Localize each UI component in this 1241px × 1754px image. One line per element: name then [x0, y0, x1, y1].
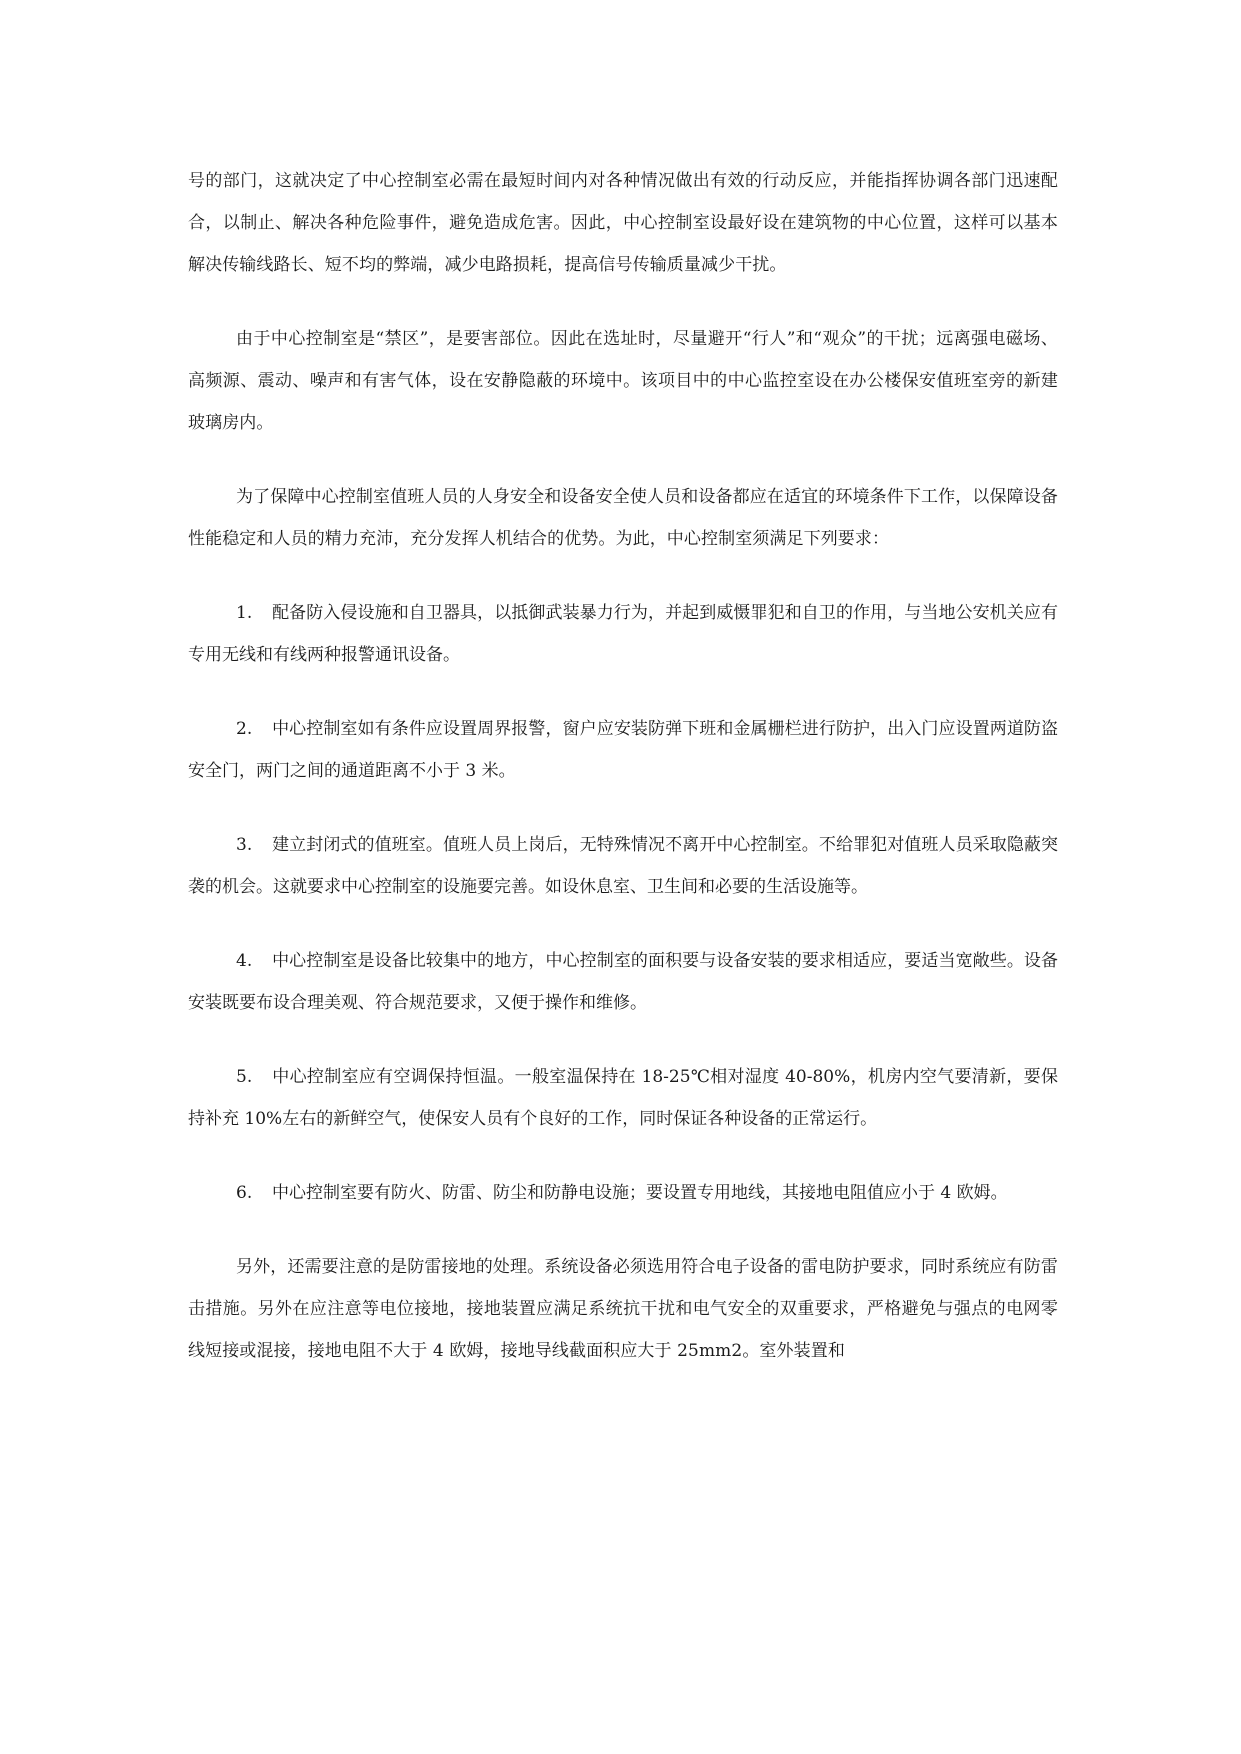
- list-item: [188, 1056, 1058, 1140]
- paragraph-requirements-intro: 为了保障中心控制室值班人员的人身安全和设备安全使人员和设备都应在适宜的环境条件下工作，以保障设备性能稳定和人员的精力充沛，充分发挥人机结合的优势。为此，中心控制室须满足下列要求：: [188, 487, 1058, 549]
- list-item: [188, 824, 1058, 908]
- list-item-text: 中心控制室要有防火、防雷、防尘和防静电设施；要设置专用地线，其接地电阻值应小于 4 欧姆。: [272, 1183, 1008, 1203]
- list-item-number: 6.: [236, 1183, 253, 1203]
- paragraph-location: 由于中心控制室是“禁区”，是要害部位。因此在选址时，尽量避开“行人”和“观众”的干扰；远离强电磁场、高频源、震动、噪声和有害气体，设在安静隐蔽的环境中。该项目中的中心监控室设在办公楼保安值班室旁的新建玻璃房内。: [188, 329, 1058, 433]
- list-item-number: 1.: [236, 603, 253, 623]
- document-body: [188, 160, 1058, 1404]
- list-item: [188, 592, 1058, 676]
- list-item-text: 中心控制室如有条件应设置周界报警，窗户应安装防弹下班和金属栅栏进行防护，出入门应设置两道防盗安全门，两门之间的通道距离不小于 3 米。: [188, 719, 1058, 781]
- list-item-number: 3.: [236, 835, 253, 855]
- list-item: [188, 1172, 1058, 1214]
- list-item-number: 5.: [236, 1067, 253, 1087]
- list-item: [188, 708, 1058, 792]
- list-item-number: 4.: [236, 951, 253, 971]
- list-item-text: 中心控制室应有空调保持恒温。一般室温保持在 18-25℃相对湿度 40-80%，机房内空气要清新，要保持补充 10%左右的新鲜空气，使保安人员有个良好的工作，同时保证各种设备的正常运行。: [188, 1067, 1058, 1129]
- list-item-text: 建立封闭式的值班室。值班人员上岗后，无特殊情况不离开中心控制室。不给罪犯对值班人员采取隐蔽突袭的机会。这就要求中心控制室的设施要完善。如设休息室、卫生间和必要的生活设施等。: [188, 835, 1058, 897]
- list-item-text: 中心控制室是设备比较集中的地方，中心控制室的面积要与设备安装的要求相适应，要适当宽敞些。设备安装既要布设合理美观、符合规范要求，又便于操作和维修。: [188, 951, 1058, 1013]
- list-item: [188, 940, 1058, 1024]
- paragraph-continuation: 号的部门，这就决定了中心控制室必需在最短时间内对各种情况做出有效的行动反应，并能指挥协调各部门迅速配合，以制止、解决各种危险事件，避免造成危害。因此，中心控制室设最好设在建筑物的中心位置，这样可以基本解决传输线路长、短不均的弊端，减少电路损耗，提高信号传输质量减少干扰。: [188, 171, 1058, 275]
- list-item-number: 2.: [236, 719, 253, 739]
- list-item-text: 配备防入侵设施和自卫器具，以抵御武装暴力行为，并起到威慑罪犯和自卫的作用，与当地公安机关应有专用无线和有线两种报警通讯设备。: [188, 603, 1058, 665]
- paragraph-grounding: 另外，还需要注意的是防雷接地的处理。系统设备必须选用符合电子设备的雷电防护要求，同时系统应有防雷击措施。另外在应注意等电位接地，接地装置应满足系统抗干扰和电气安全的双重要求，严格避免与强点的电网零线短接或混接，接地电阻不大于 4 欧姆，接地导线截面积应大于 25mm2。室外装置和: [188, 1257, 1058, 1361]
